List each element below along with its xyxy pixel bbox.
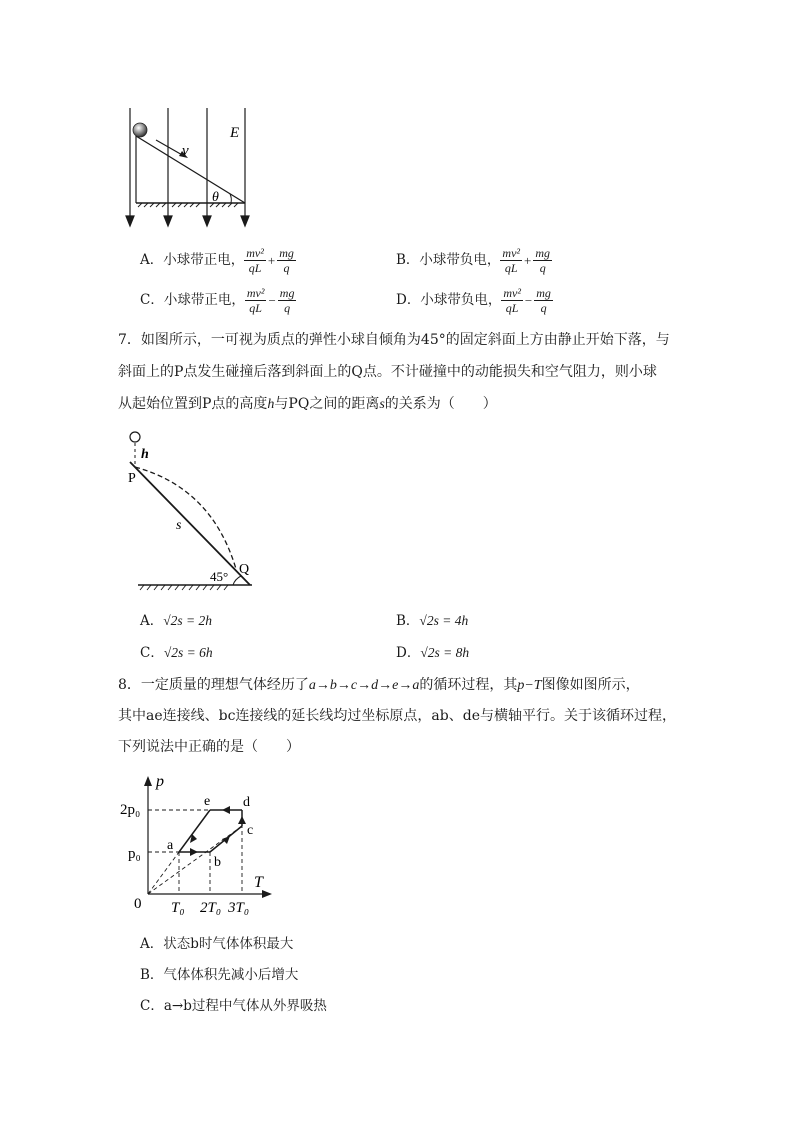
x-tick-2t0: 2T₀: [200, 900, 222, 916]
velocity-label: v: [182, 143, 189, 159]
q8-stem-line-3: 下列说法中正确的是（ ）: [118, 739, 300, 755]
p-t-cycle-graph: [118, 770, 278, 918]
start-ball: [130, 432, 140, 442]
q8-stem-line-2: 其中ae连接线、bc连接线的延长线均过坐标原点，ab、de与横轴平行。关于该循环过程，: [118, 708, 676, 724]
ball: [133, 123, 147, 137]
axis-p-label: p: [156, 773, 164, 790]
q7-option-c[interactable]: C．√2s = 6h: [140, 645, 213, 661]
q8-option-a[interactable]: A．状态b时气体体积最大: [140, 936, 294, 952]
point-q-label: Q: [239, 562, 250, 577]
q7-stem-line-1: 7．如图所示，一可视为质点的弹性小球自倾角为45°的固定斜面上方由静止开始下落，与: [118, 332, 670, 348]
q7-option-d[interactable]: D．√2s = 8h: [396, 645, 470, 661]
q6-option-d[interactable]: D．小球带负电， $\frac{\text{mv²}}{qL}$ − $\frac{mg}{q}$: [396, 286, 551, 315]
point-b-label: b: [214, 855, 221, 870]
q6-option-b[interactable]: B．小球带负电， $\frac{\text{mv²}}{qL}$ + $\frac{mg}{q}$: [396, 246, 551, 275]
y-tick-p0: p₀: [128, 846, 141, 862]
point-d-label: d: [243, 795, 250, 810]
point-c-label: c: [247, 823, 254, 838]
q8-option-b[interactable]: B．气体体积先减小后增大: [140, 967, 299, 983]
q6-option-a[interactable]: A．小球带正电， $\frac{\text{mv²}}{qL}$ + $\frac{mg}{q}$: [140, 246, 294, 275]
x-tick-3t0: 3T₀: [228, 900, 250, 916]
x-tick-t0: T₀: [171, 900, 185, 916]
q7-stem-line-2: 斜面上的P点发生碰撞后落到斜面上的Q点。不计碰撞中的动能损失和空气阻力，则小球: [118, 364, 657, 380]
angle-label: θ: [212, 190, 219, 205]
q7-stem-line-3: 从起始位置到P点的高度h与PQ之间的距离s的关系为（ ）: [118, 396, 497, 412]
height-label: h: [141, 447, 149, 462]
q8-stem-line-1: 8．一定质量的理想气体经历了a→b→c→d→e→a的循环过程，其p−T图像如图所示，: [118, 677, 640, 693]
field-label: E: [230, 125, 240, 141]
incline-field-figure: [118, 100, 258, 232]
angle-45-label: 45°: [210, 569, 229, 584]
y-tick-2p0: 2p₀: [120, 802, 141, 818]
q7-option-a[interactable]: A．√2s = 2h: [140, 613, 213, 629]
point-a-label: a: [167, 838, 174, 853]
origin-label: 0: [134, 896, 142, 912]
point-p-label: P: [128, 471, 136, 486]
distance-label: s: [176, 518, 182, 533]
q6-option-c[interactable]: C．小球带正电， $\frac{\text{mv²}}{qL}$ − $\frac{mg}{q}$: [140, 286, 295, 315]
bounce-incline-figure: [122, 428, 262, 598]
point-e-label: e: [204, 794, 211, 809]
q8-option-c[interactable]: C．a→b过程中气体从外界吸热: [140, 998, 327, 1014]
q7-option-b[interactable]: B．√2s = 4h: [396, 613, 469, 629]
axis-t-label: T: [254, 874, 263, 891]
